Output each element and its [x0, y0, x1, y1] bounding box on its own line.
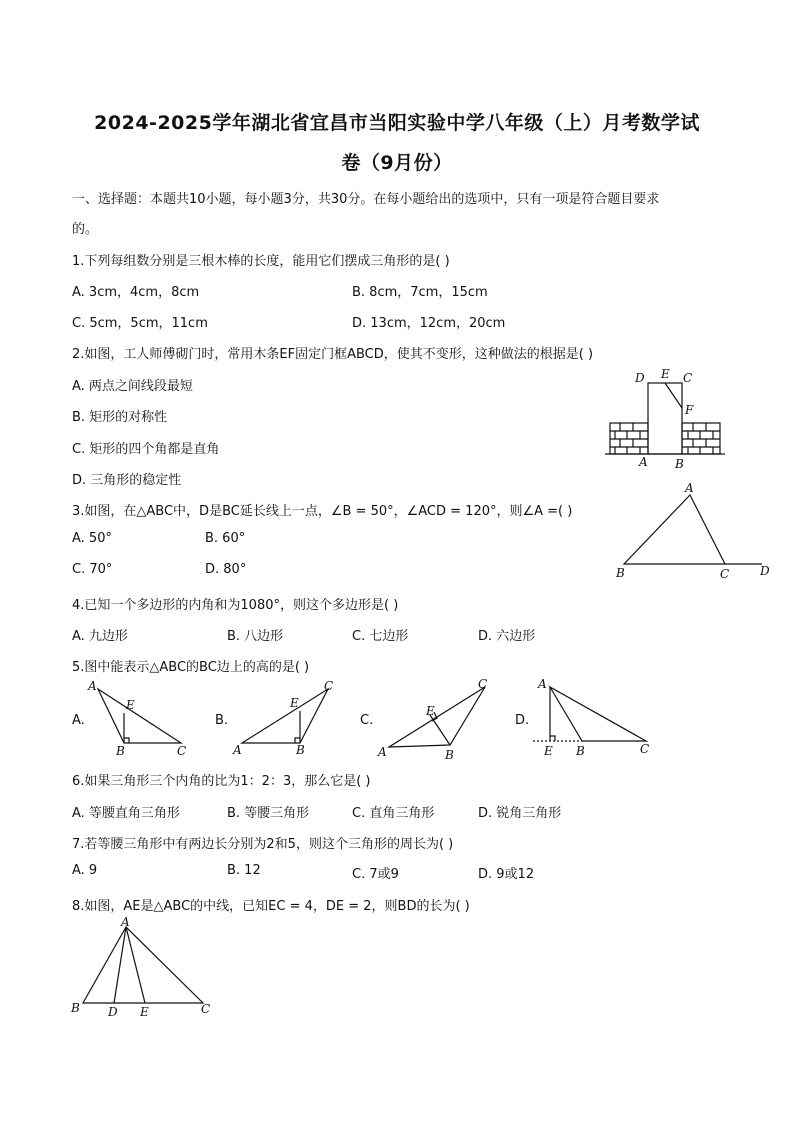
q3-label-a: A: [685, 481, 694, 495]
section-instructions: 一、选择题：本题共10小题，每小题3分，共30分。在每小题给出的选项中，只有一项是符合题目要求: [72, 192, 660, 207]
q8-segment-ae: [126, 927, 145, 1003]
q8-triangle-abc: [83, 927, 203, 1003]
q6-option-b: B. 等腰三角形: [227, 806, 310, 821]
q1-option-d: D. 13cm，12cm，20cm: [352, 316, 506, 331]
q5b-label-e: E: [290, 696, 299, 710]
q1-option-c: C. 5cm，5cm，11cm: [72, 316, 208, 331]
q5b-triangle: [242, 689, 328, 743]
q5d-label-c: C: [640, 742, 650, 756]
q5a-label-a: A: [88, 679, 97, 693]
q4-option-d: D. 六边形: [478, 629, 536, 644]
q2-option-c: C. 矩形的四个角都是直角: [72, 442, 220, 457]
q7-option-a: A. 9: [72, 863, 98, 878]
q8-label-a: A: [121, 915, 130, 929]
question-3-stem: 3.如图，在△ABC中，D是BC延长线上一点，∠B = 50°，∠ACD = 120°，则∠A =( ): [72, 504, 573, 519]
q4-option-a: A. 九边形: [72, 629, 128, 644]
q5c-label-b: B: [445, 748, 454, 762]
q2-segment-ef: [665, 383, 682, 408]
question-1-stem: 1.下列每组数分别是三根木棒的长度，能用它们摆成三角形的是( ): [72, 254, 450, 269]
q4-option-b: B. 八边形: [227, 629, 284, 644]
q5-option-c: C.: [360, 713, 374, 728]
q5-figure-a: [85, 677, 195, 762]
q3-option-b: B. 60°: [205, 531, 246, 546]
q2-label-b: B: [675, 457, 684, 471]
q5b-label-a: A: [233, 743, 242, 757]
q5a-label-c: C: [177, 744, 187, 758]
q6-option-c: C. 直角三角形: [352, 806, 435, 821]
question-5-stem: 5.图中能表示△ABC的BC边上的高的是( ): [72, 660, 310, 675]
q5b-label-b: B: [296, 743, 305, 757]
q2-label-e: E: [661, 367, 670, 381]
q5c-label-e: E: [426, 704, 435, 718]
q5d-right-angle-mark: [550, 736, 555, 741]
q2-option-a: A. 两点之间线段最短: [72, 379, 193, 394]
q5c-label-a: A: [378, 745, 387, 759]
q8-label-c: C: [201, 1002, 211, 1016]
q4-option-c: C. 七边形: [352, 629, 409, 644]
page-title-line2: 卷（9月份）: [341, 152, 453, 174]
q5-option-a: A.: [72, 713, 85, 728]
q1-option-b: B. 8cm，7cm，15cm: [352, 285, 488, 300]
q3-triangle-abc: [624, 495, 725, 564]
q7-option-c: C. 7或9: [352, 867, 399, 882]
question-7-stem: 7.若等腰三角形中有两边长分别为2和5，则这个三角形的周长为( ): [72, 837, 454, 852]
q8-label-e: E: [140, 1005, 149, 1019]
q5-figure-d: [530, 675, 660, 765]
q5c-label-c: C: [478, 677, 488, 691]
question-6-stem: 6.如果三角形三个内角的比为1：2：3，那么它是( ): [72, 774, 371, 789]
q8-label-b: B: [71, 1001, 80, 1015]
q3-option-d: D. 80°: [205, 562, 247, 577]
q5-figure-b: [228, 677, 338, 762]
q2-door-frame: [648, 383, 682, 454]
q2-option-b: B. 矩形的对称性: [72, 410, 168, 425]
q2-brick-wall-right: [682, 423, 720, 454]
q5c-segment-be: [430, 715, 450, 745]
q5-option-b: B.: [215, 713, 229, 728]
q3-option-a: A. 50°: [72, 531, 112, 546]
q3-label-c: C: [720, 567, 730, 581]
q5a-right-angle-mark: [124, 738, 129, 743]
q3-triangle-figure: [612, 480, 777, 580]
q3-option-c: C. 70°: [72, 562, 113, 577]
q2-door-figure: [605, 368, 725, 470]
q3-label-d: D: [760, 564, 770, 578]
q6-option-a: A. 等腰直角三角形: [72, 806, 180, 821]
q2-label-d: D: [635, 371, 645, 385]
q5d-triangle: [550, 687, 646, 741]
q5d-label-e: E: [544, 744, 553, 758]
q8-triangle-figure: [68, 917, 228, 1022]
q6-option-d: D. 锐角三角形: [478, 806, 562, 821]
q5-figure-c: [375, 675, 500, 765]
q5a-label-b: B: [116, 744, 125, 758]
q2-label-a: A: [639, 455, 648, 469]
section-instructions-cont: 的。: [72, 222, 99, 237]
q5a-triangle: [98, 689, 181, 743]
q5d-label-b: B: [576, 744, 585, 758]
q2-label-f: F: [685, 403, 694, 417]
q3-label-b: B: [616, 566, 625, 580]
q2-option-d: D. 三角形的稳定性: [72, 473, 182, 488]
question-8-stem: 8.如图，AE是△ABC的中线，已知EC = 4，DE = 2，则BD的长为( ): [72, 899, 470, 914]
q5-option-d: D.: [515, 713, 530, 728]
q7-option-d: D. 9或12: [478, 867, 535, 882]
q7-option-b: B. 12: [227, 863, 261, 878]
q5b-label-c: C: [324, 679, 334, 693]
question-4-stem: 4.已知一个多边形的内角和为1080°，则这个多边形是( ): [72, 598, 399, 613]
q5d-label-a: A: [538, 677, 547, 691]
q5a-label-e: E: [126, 698, 135, 712]
q8-label-d: D: [108, 1005, 118, 1019]
q2-label-c: C: [683, 371, 693, 385]
q1-option-a: A. 3cm，4cm，8cm: [72, 285, 200, 300]
question-2-stem: 2.如图，工人师傅砌门时，常用木条EF固定门框ABCD，使其不变形，这种做法的根据是( ): [72, 347, 594, 362]
q2-brick-wall-left: [610, 423, 648, 454]
page-title-line1: 2024-2025学年湖北省宜昌市当阳实验中学八年级（上）月考数学试: [94, 112, 700, 134]
